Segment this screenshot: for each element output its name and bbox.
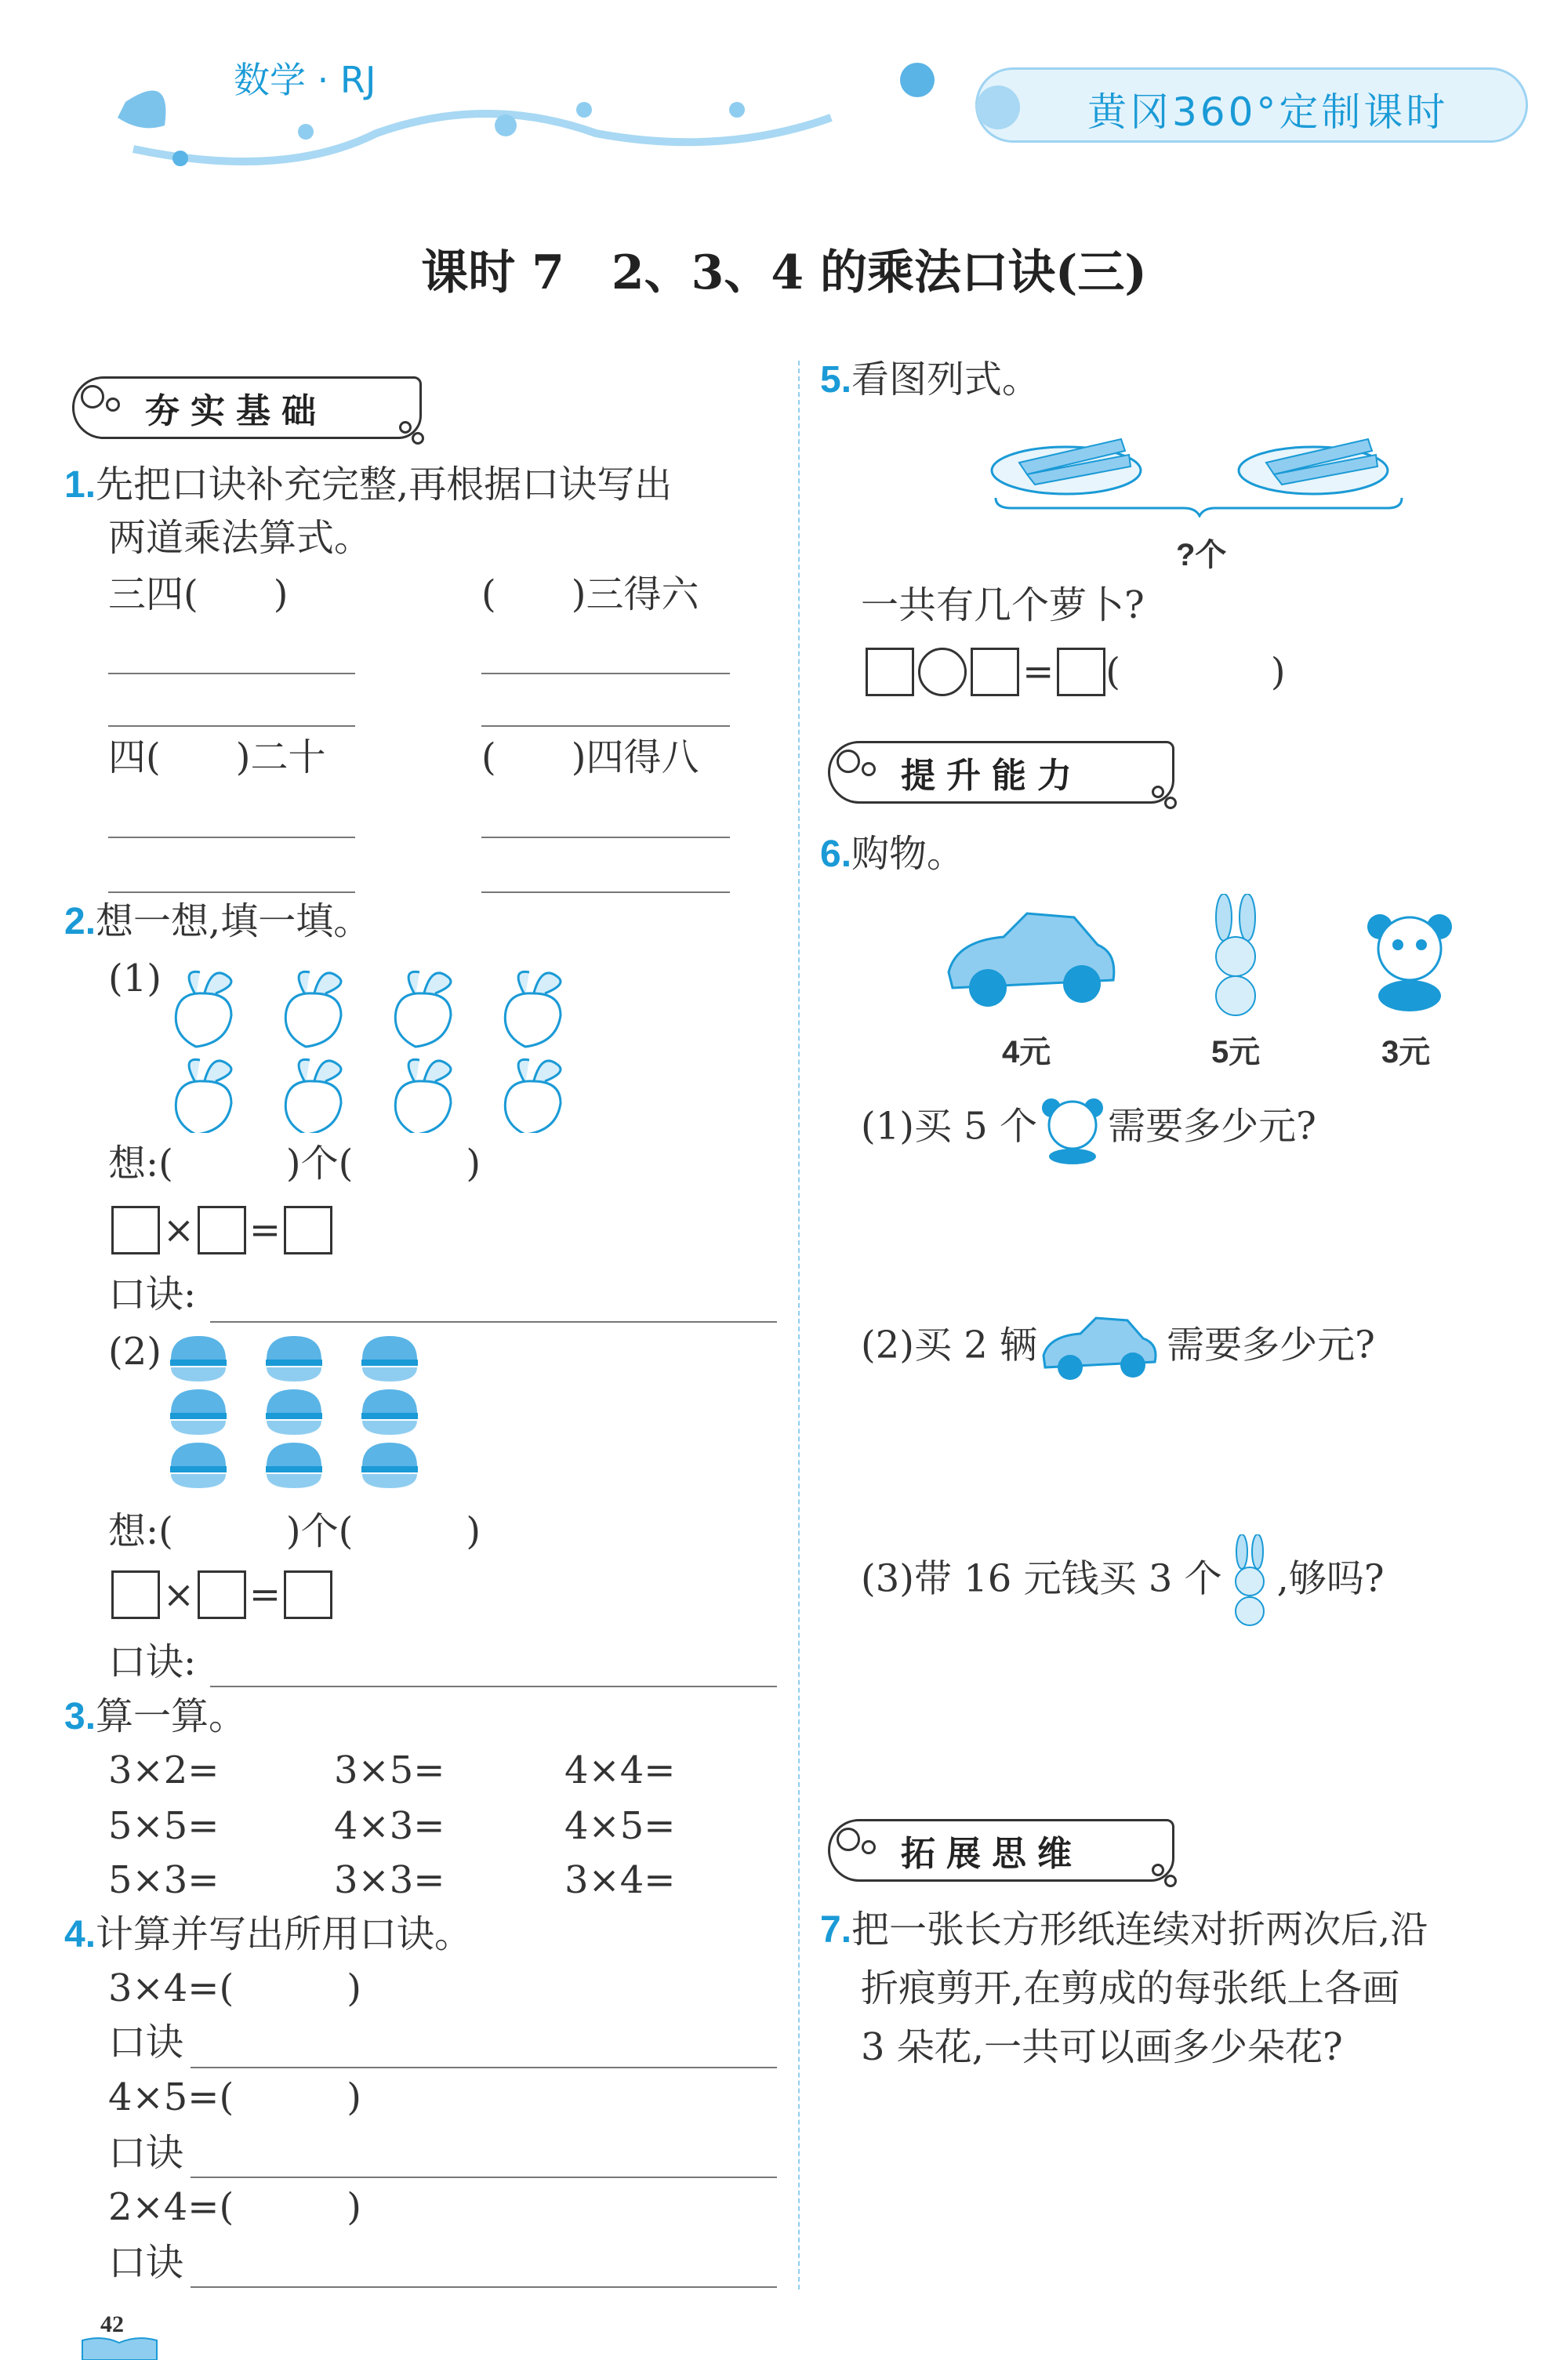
burger	[266, 1336, 322, 1382]
carrot-plates-picture	[988, 416, 1411, 517]
burger	[361, 1336, 418, 1382]
burger	[361, 1443, 418, 1488]
q6-sub3-text: (3)带 16 元钱买 3 个	[861, 1556, 1222, 1601]
series-title: 黄冈360°定制课时	[1087, 89, 1449, 135]
q6-number: 6.	[820, 833, 852, 875]
equals-sign: =	[249, 1573, 281, 1617]
answer-box[interactable]	[111, 1206, 160, 1254]
times-sign: ×	[162, 1208, 195, 1252]
answer-line[interactable]	[210, 1686, 777, 1687]
section-improve	[828, 741, 1174, 804]
q2-think: 想:( )个( )	[108, 1142, 481, 1185]
q7-text: 把一张长方形纸连续对折两次后,沿	[851, 1908, 1428, 1952]
answer-line[interactable]	[108, 837, 355, 838]
answer-line[interactable]	[191, 2177, 777, 2178]
q4-item: 4×5=( )	[108, 2075, 361, 2119]
q3-item: 4×5=	[564, 1804, 676, 1848]
section-improve-label: 提升能力	[901, 756, 1083, 796]
unit-blank[interactable]: ( )	[1105, 650, 1286, 694]
q3-item: 3×5=	[334, 1748, 445, 1792]
times-sign: ×	[162, 1573, 195, 1617]
page-number: 42	[100, 2311, 124, 2337]
q1-number: 1.	[64, 464, 96, 506]
section-extend	[828, 1819, 1174, 1882]
koujue-label: 口诀	[108, 2131, 184, 2175]
q6-sub1-text: (1)买 5 个	[861, 1104, 1038, 1149]
q1-text: 先把口诀补充完整,再根据口诀写出	[96, 463, 673, 506]
brace-label: ?个	[1176, 538, 1227, 572]
toy-car-picture	[941, 902, 1121, 1019]
toy-rabbit-picture	[1196, 894, 1275, 1019]
burger-picture	[169, 1333, 419, 1498]
car-price: 4元	[1002, 1035, 1051, 1069]
q1-item: 四( )二十	[108, 735, 326, 779]
burger	[170, 1389, 227, 1435]
q6-sub2-text: (2)买 2 辆	[861, 1323, 1038, 1367]
answer-line[interactable]	[481, 837, 730, 838]
answer-line[interactable]	[210, 1321, 777, 1323]
header-decoration	[47, 31, 949, 172]
answer-line[interactable]	[481, 891, 730, 893]
radish	[176, 1059, 231, 1133]
q2-text: 想一想,填一填。	[96, 899, 372, 943]
q1-text-2: 两道乘法算式。	[108, 516, 372, 560]
q2-think: 想:( )个( )	[108, 1509, 481, 1553]
answer-box[interactable]	[198, 1570, 246, 1619]
q7-text-3: 3 朵花,一共可以画多少朵花?	[861, 2025, 1343, 2069]
toy-panda-picture	[1363, 910, 1457, 1011]
answer-line[interactable]	[481, 725, 730, 727]
q3-item: 4×3=	[334, 1804, 445, 1848]
koujue-label: 口诀	[108, 2021, 184, 2064]
q2-part2-label: (2)	[108, 1330, 162, 1374]
q3-text: 算一算。	[96, 1694, 247, 1738]
equals-sign: =	[1022, 650, 1054, 694]
equals-sign: =	[249, 1208, 281, 1252]
q1-item: ( )四得八	[481, 735, 699, 779]
q3-item: 5×5=	[108, 1804, 220, 1848]
q4-text: 计算并写出所用口诀。	[96, 1912, 473, 1956]
subject-label: 数学 · RJ	[234, 59, 376, 101]
answer-box[interactable]	[284, 1206, 332, 1254]
q3-number: 3.	[64, 1696, 96, 1737]
q1-item: ( )三得六	[481, 572, 699, 616]
q5-question: 一共有几个萝卜?	[861, 583, 1145, 627]
equation-boxes	[111, 1206, 332, 1254]
rabbit-price: 5元	[1211, 1035, 1261, 1069]
panda-price: 3元	[1381, 1035, 1431, 1069]
car-icon	[1037, 1309, 1167, 1387]
answer-box[interactable]	[866, 648, 914, 696]
q5-text: 看图列式。	[851, 358, 1040, 401]
section-extend-label: 拓展思维	[901, 1834, 1083, 1874]
answer-line[interactable]	[481, 673, 730, 674]
q2-number: 2.	[64, 901, 96, 942]
burger	[266, 1389, 322, 1435]
answer-box[interactable]	[284, 1570, 332, 1619]
radish	[505, 1059, 561, 1133]
q3-item: 3×2=	[108, 1748, 220, 1792]
answer-box[interactable]	[971, 648, 1019, 696]
radish	[285, 1059, 341, 1133]
q3-item: 3×4=	[564, 1858, 676, 1902]
koujue-label: 口诀	[108, 2241, 184, 2285]
section-basic-label: 夯实基础	[145, 391, 327, 431]
q6-sub1-question: 需要多少元?	[1108, 1104, 1316, 1149]
rabbit-icon	[1222, 1534, 1277, 1628]
radish	[395, 1059, 451, 1133]
radish	[285, 971, 341, 1047]
answer-line[interactable]	[108, 891, 355, 893]
q1-item: 三四( )	[108, 572, 289, 616]
q6-text: 购物。	[851, 832, 965, 876]
q7-number: 7.	[820, 1909, 852, 1951]
radish	[395, 971, 451, 1047]
q6-sub3-question: ,够吗?	[1276, 1556, 1385, 1601]
burger	[361, 1389, 418, 1435]
answer-line[interactable]	[191, 2286, 777, 2288]
book-icon	[78, 2336, 165, 2360]
answer-box[interactable]	[198, 1206, 246, 1254]
q5-number: 5.	[820, 359, 852, 401]
answer-line[interactable]	[191, 2067, 777, 2068]
q4-item: 2×4=( )	[108, 2185, 361, 2229]
operator-circle[interactable]	[918, 648, 967, 696]
burger	[266, 1443, 322, 1488]
answer-box[interactable]	[111, 1570, 160, 1619]
burger	[170, 1336, 227, 1382]
q7-text-2: 折痕剪开,在剪成的每张纸上各画	[861, 1966, 1400, 2010]
answer-line[interactable]	[108, 673, 355, 674]
radish	[505, 971, 561, 1047]
answer-line[interactable]	[108, 725, 355, 727]
q3-item: 3×3=	[334, 1858, 445, 1902]
burger	[170, 1443, 227, 1488]
q4-item: 3×4=( )	[108, 1966, 361, 2010]
q3-item: 5×3=	[108, 1858, 220, 1902]
equation-boxes	[111, 1570, 332, 1619]
q6-sub2-question: 需要多少元?	[1167, 1323, 1375, 1367]
column-divider	[798, 361, 800, 2289]
series-banner	[975, 67, 1528, 143]
q3-item: 4×4=	[564, 1748, 676, 1792]
answer-box[interactable]	[1057, 648, 1105, 696]
koujue-label: 口诀:	[108, 1640, 197, 1684]
page-title: 课时 7 2、3、4 的乘法口诀(三)	[421, 245, 1147, 300]
radish	[176, 971, 231, 1047]
radish-picture	[169, 960, 576, 1133]
banner-dot	[976, 85, 1020, 129]
q2-part1-label: (1)	[108, 957, 162, 1000]
panda-icon	[1037, 1094, 1108, 1164]
section-basic	[72, 376, 422, 439]
equation-boxes	[866, 648, 1286, 696]
koujue-label: 口诀:	[108, 1273, 197, 1316]
q4-number: 4.	[64, 1914, 96, 1955]
